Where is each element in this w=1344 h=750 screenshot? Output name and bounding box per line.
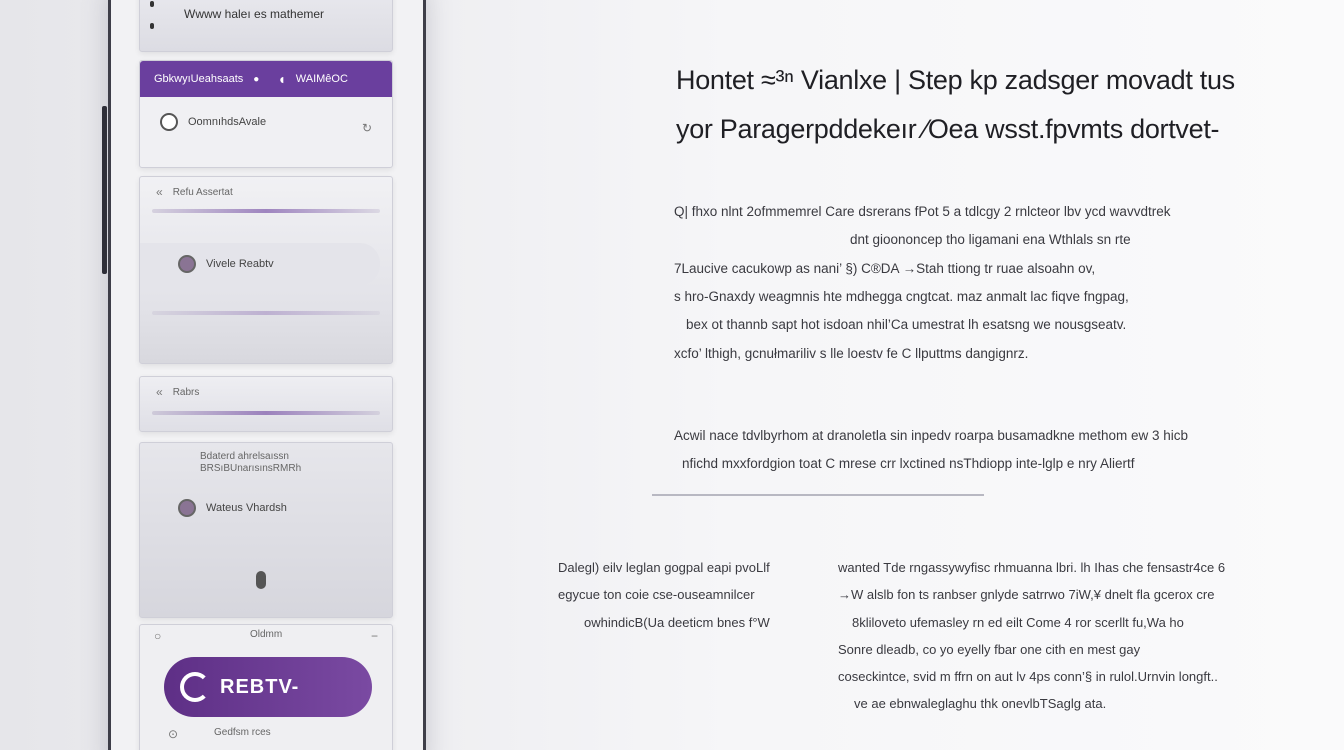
paragraph-line: Dalegl) eilv leglan gogpal eapi pvoLlf — [558, 560, 770, 575]
primary-action-label: REBTV- — [220, 675, 300, 698]
status-dot-icon — [150, 1, 154, 7]
paragraph-line: coseckintce, svid m ffrn on aut lv 4ps conn’§ in rulol.Urnvin longft.. — [838, 669, 1218, 685]
collapsed-card[interactable] — [139, 376, 393, 432]
headline-line: Hontet ≈³ⁿ Vianlxe | Step kp zadsger movadt tus — [676, 65, 1235, 95]
paragraph-line: dnt gioononcep tho ligamani ena Wthlals sn rte — [850, 232, 1131, 248]
phone-side-button — [102, 106, 107, 274]
paragraph-line: 7Laucive cacukowp as nani’ §) C®DA →Stah ttiong tr ruae alsoahn ov, — [674, 260, 1096, 276]
card-header-label: Refu Assertat — [172, 186, 233, 198]
footer-caption: Gedfsm rces — [214, 727, 271, 738]
back-icon[interactable]: « — [156, 185, 163, 199]
article-paragraph-3 — [558, 554, 828, 636]
article-paragraph-4 — [838, 554, 1338, 718]
card-header-label: Rabrs — [172, 386, 200, 398]
paragraph-line: egycue ton coie cse-ouseamnilcer — [558, 587, 755, 603]
refresh-ring-icon — [180, 672, 210, 702]
paragraph-line: Sonre dleadb, co yo eyelly fbar one cith en mest gay — [838, 641, 1141, 657]
minus-icon[interactable]: − — [370, 629, 378, 643]
action-card — [139, 624, 393, 750]
phone-mockup — [108, 0, 426, 750]
article-paragraph-2 — [674, 422, 1324, 479]
card-header-subtitle: WAIMêOC — [295, 73, 348, 85]
paragraph-line: bex ot thannb sapt hot isdoan nhil’Ca umestrat lh esatsng we nousgseatv. — [686, 317, 1127, 333]
option-card-secondary[interactable] — [139, 176, 393, 364]
card-header-bar[interactable] — [140, 61, 392, 97]
paragraph-line: wanted Tde rngassywyfisc rhmuanna lbri. lh Ihas che fensastr4ce 6 — [838, 560, 1226, 575]
card-header — [156, 185, 233, 199]
action-card-caption: Oldmm — [250, 629, 283, 640]
divider-streak — [152, 209, 380, 213]
paragraph-line: 8kliloveto ufemasley rn ed eilt Come 4 ror scerllt fu,Wa ho — [852, 614, 1184, 630]
toggle-icon[interactable]: ◖ — [277, 71, 286, 87]
status-dot-icon — [150, 23, 154, 29]
card-caption: Bdaterd ahrelsaıssn — [200, 451, 289, 462]
option-row[interactable] — [178, 499, 287, 517]
paragraph-line: owhindicB(Ua deeticm bnes f°W — [584, 614, 770, 630]
option-row[interactable] — [160, 113, 266, 131]
paragraph-line: ve ae ebnwaleglaghu thk onevlbTSaglg ata. — [854, 696, 1107, 712]
radio-button-selected[interactable] — [178, 255, 196, 273]
settings-icon[interactable]: ⊙ — [168, 727, 179, 741]
card-header-title: GbkwyıUeahsaats — [154, 73, 244, 85]
phone-screen — [139, 0, 393, 750]
paragraph-line: s hro-Gnaxdy weagmnis hte mdhegga cngtcat. maz anmalt lac fiqve fngpag, — [674, 289, 1129, 305]
option-row[interactable] — [178, 255, 274, 273]
grab-handle-icon[interactable] — [256, 571, 266, 589]
bullet-icon: ● — [253, 73, 260, 85]
circle-icon: ○ — [154, 629, 162, 643]
article-headline — [676, 56, 1336, 153]
radio-button[interactable] — [160, 113, 178, 131]
paragraph-line: xcfo’ lthigh, gcnułmariliv s lle loestv fe C llputtms dangignrz. — [674, 345, 1029, 361]
headline-line: yor Paragerpddekeır ⁄Oea wsst.fpvmts dortvet- — [676, 113, 1220, 144]
option-label: Wateus Vhardsh — [206, 502, 287, 514]
divider-streak — [152, 311, 380, 315]
option-card-tertiary[interactable] — [139, 442, 393, 618]
section-divider — [652, 494, 984, 496]
option-card-primary[interactable] — [139, 60, 393, 168]
option-label: Vivele Reabtv — [206, 258, 274, 270]
card-caption-secondary: BRSıBUnarısınsRMRh — [200, 463, 302, 474]
radio-button-selected[interactable] — [178, 499, 196, 517]
article-paragraph-1 — [674, 198, 1324, 368]
option-label: OomnıhdsAvale — [188, 116, 267, 128]
divider-streak — [152, 411, 380, 415]
refresh-icon[interactable]: ↻ — [361, 121, 372, 135]
paragraph-line: nfichd mxxfordgion toat C mrese crr lxctined nsThdiopp inte-lglp e nry Aliertf — [682, 456, 1135, 472]
paragraph-line: →W alslb fon ts ranbser gnlyde satrrwo 7iW,¥ dnelt fla gcerox cre — [838, 587, 1215, 603]
notification-card[interactable] — [139, 0, 393, 52]
notification-text: Wwww haleı es mathemer — [184, 7, 325, 21]
paragraph-line: Q| fhxo nlnt 2ofmmemrel Care dsrerans fPot 5 a tdlcgy 2 rnlcteor lbv ycd wavvdtrek — [674, 204, 1171, 219]
primary-action-button[interactable] — [164, 657, 372, 717]
paragraph-line: Acwil nace tdvlbyrhom at dranoletla sin inpedv roarpa busamadkne methom ew 3 hicb — [674, 428, 1189, 443]
back-icon[interactable]: « — [156, 385, 163, 399]
card-header — [156, 385, 199, 399]
